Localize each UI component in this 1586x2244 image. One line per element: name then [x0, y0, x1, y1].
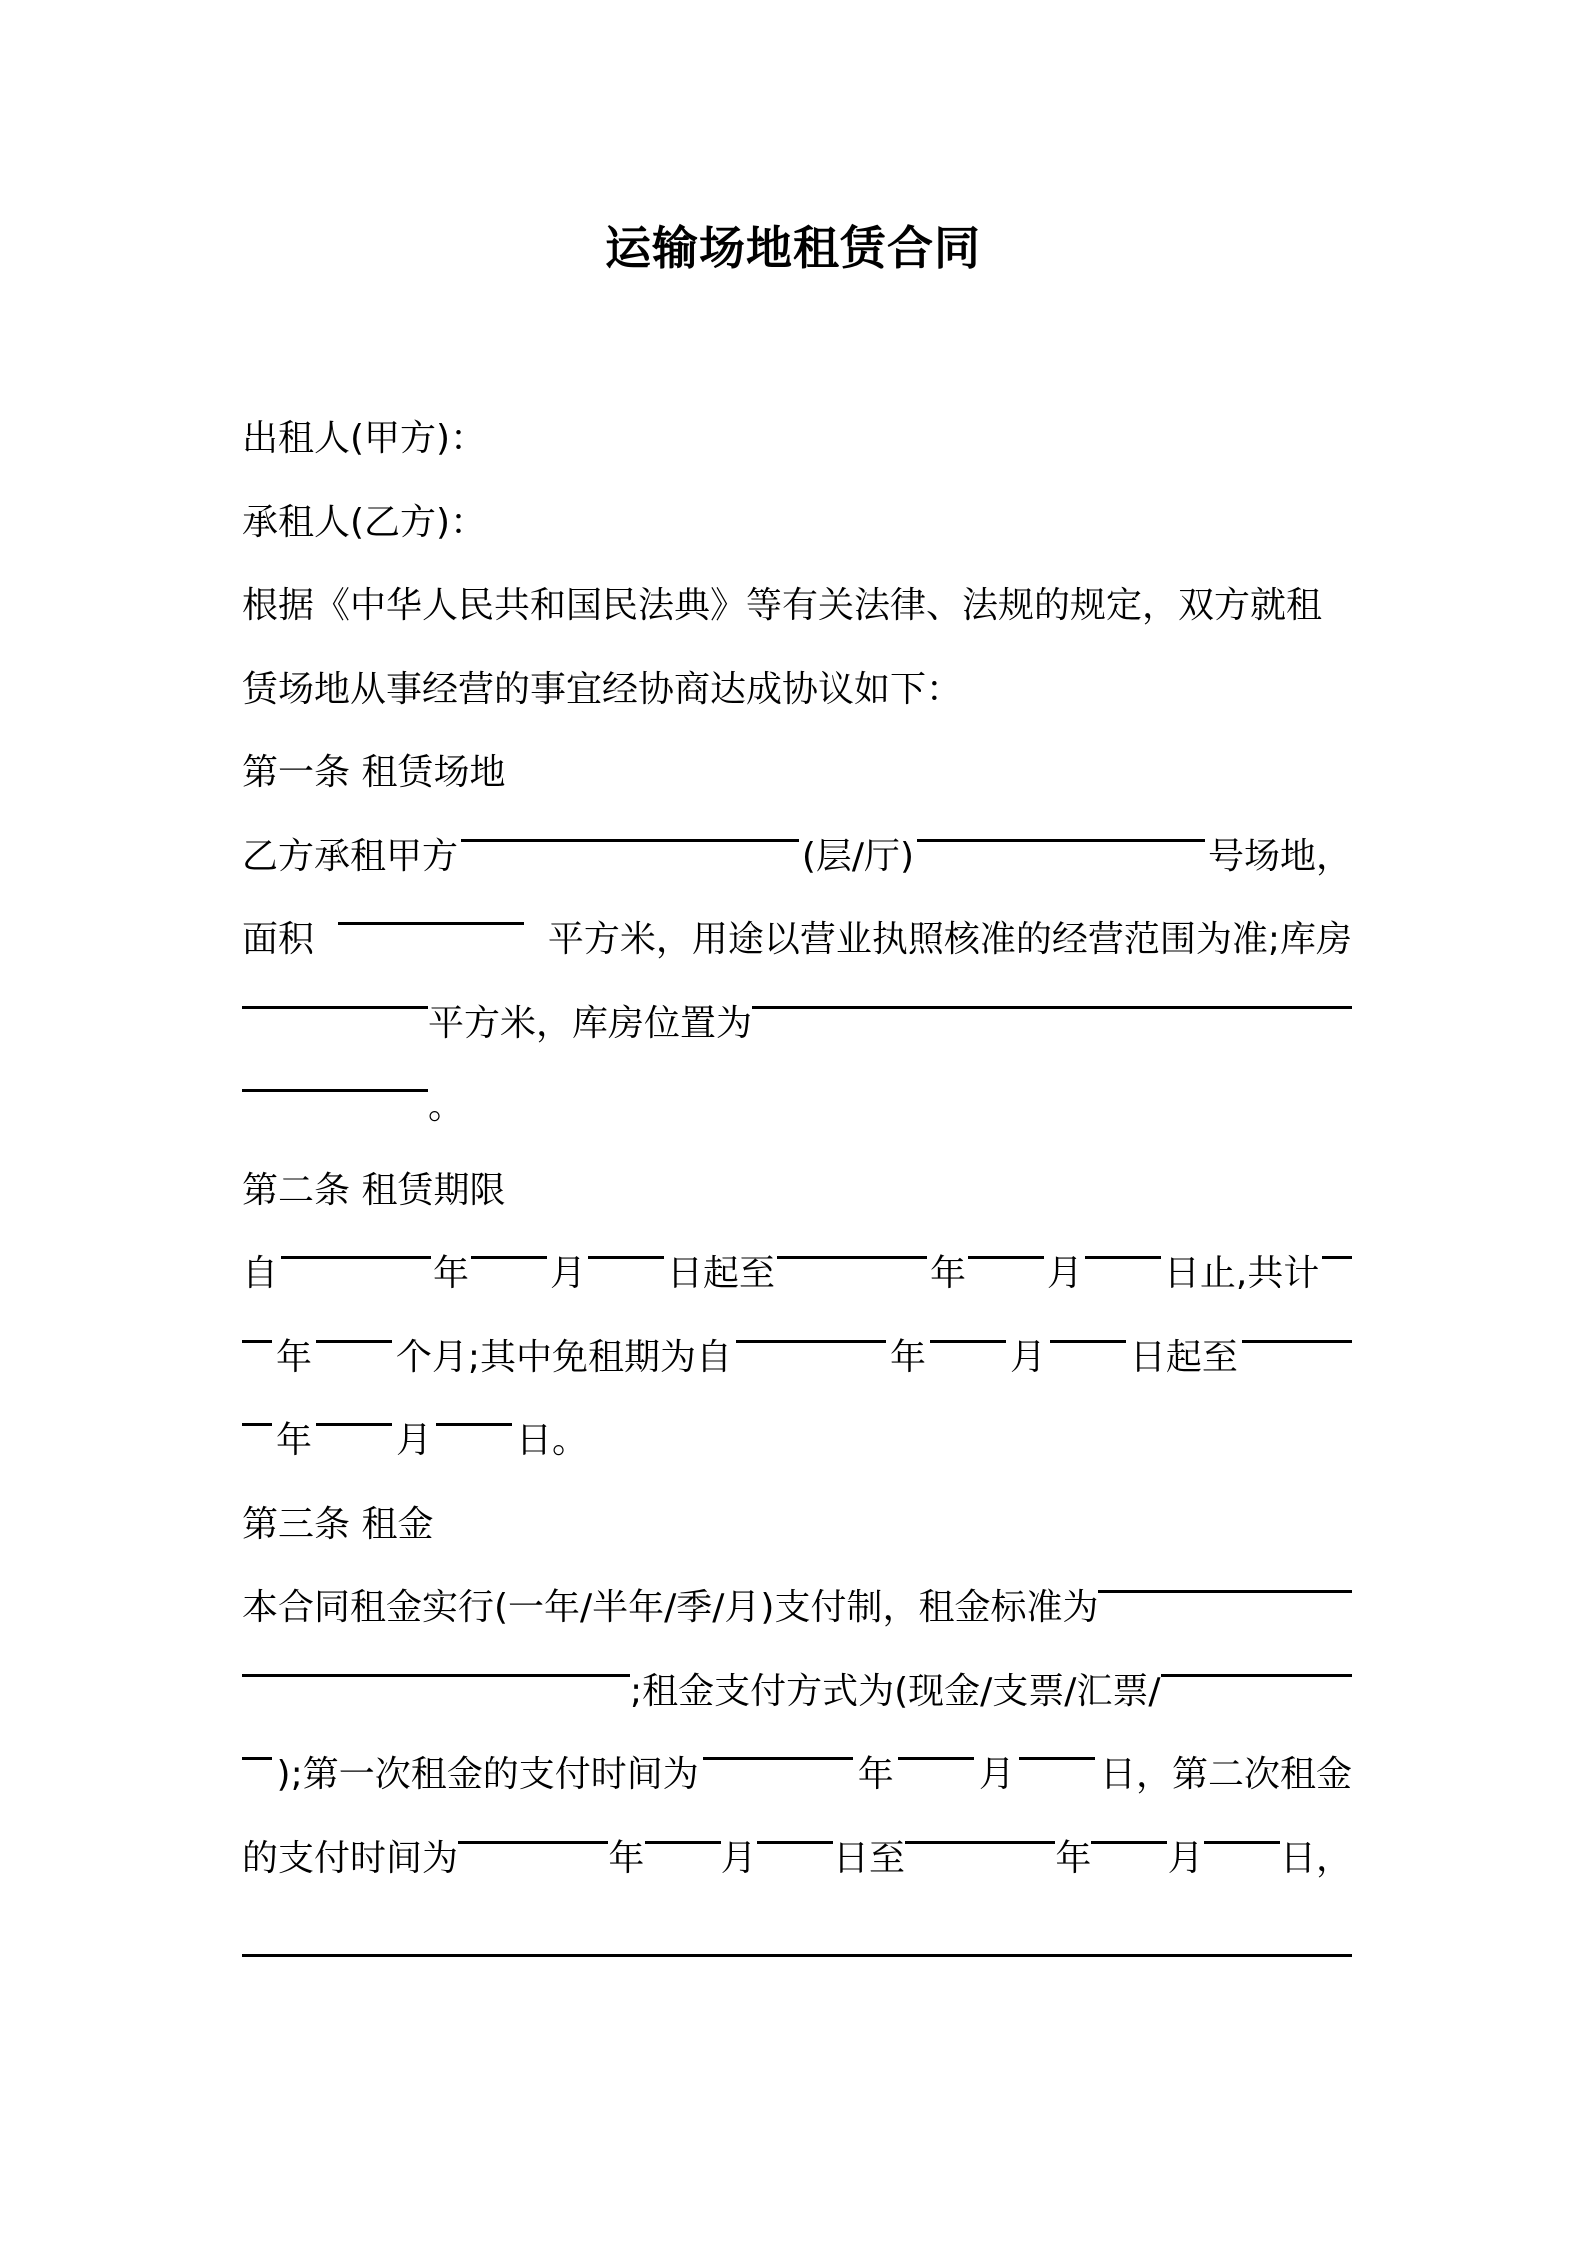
blank-field[interactable]: [242, 1751, 272, 1760]
text: 月: [1167, 1838, 1204, 1879]
text: 日，第二次租金: [1099, 1754, 1352, 1795]
blank-field[interactable]: [242, 1668, 630, 1677]
text: 日止,共计: [1163, 1253, 1320, 1294]
blank-field[interactable]: [905, 1835, 1055, 1844]
article-3-line-4: [242, 1835, 1352, 1883]
text: 个月;其中免租期为自: [395, 1337, 733, 1378]
blank-field[interactable]: [316, 1334, 392, 1343]
blank-field[interactable]: [736, 1334, 886, 1343]
text: 面积: [242, 919, 315, 960]
text: 月: [978, 1754, 1015, 1795]
text: 本合同租金实行(一年/半年/季/月)支付制，租金标准为: [242, 1587, 1099, 1628]
text: 日，: [1279, 1838, 1352, 1879]
preamble-line-1: 根据《中华人民共和国民法典》等有关法律、法规的规定，双方就租: [242, 585, 1323, 626]
blank-field[interactable]: [1242, 1334, 1352, 1343]
blank-field[interactable]: [1322, 1250, 1352, 1259]
text: 日起至: [666, 1253, 775, 1294]
blank-field[interactable]: [1085, 1250, 1161, 1259]
article-2-heading: 第二条 租赁期限: [242, 1170, 506, 1211]
blank-field[interactable]: [588, 1250, 664, 1259]
blank-field[interactable]: [968, 1250, 1044, 1259]
text: 平方米，用途以营业执照核准的经营范围为准;库房: [547, 919, 1352, 960]
text: 年: [1055, 1838, 1092, 1879]
article-1-heading: 第一条 租赁场地: [242, 752, 506, 793]
text: 自: [242, 1253, 279, 1294]
text: 日至: [832, 1838, 905, 1879]
blank-field[interactable]: [1019, 1751, 1095, 1760]
text: 年: [608, 1838, 645, 1879]
text: ;租金支付方式为(现金/支票/汇票/: [630, 1671, 1161, 1712]
blank-field[interactable]: [242, 1000, 428, 1009]
blank-field[interactable]: [242, 1334, 272, 1343]
text: 月: [720, 1838, 757, 1879]
text: 的支付时间为: [242, 1838, 459, 1879]
lessor-line: 出租人(甲方)：: [242, 418, 487, 459]
preamble-line-2: 赁场地从事经营的事宜经协商达成协议如下：: [242, 669, 963, 710]
blank-field[interactable]: [281, 1250, 431, 1259]
blank-field[interactable]: [436, 1417, 512, 1426]
article-3-heading: 第三条 租金: [242, 1504, 434, 1545]
text: 平方米，库房位置为: [428, 1003, 753, 1044]
article-1-line-2: [242, 916, 1352, 964]
text: 年: [857, 1754, 894, 1795]
document-title: 运输场地租赁合同: [605, 221, 981, 275]
text: (层/厅): [801, 836, 915, 877]
blank-field[interactable]: [777, 1250, 927, 1259]
blank-field[interactable]: [471, 1250, 547, 1259]
blank-field[interactable]: [461, 833, 799, 842]
blank-field[interactable]: [458, 1835, 608, 1844]
article-3-line-2: [242, 1668, 1352, 1716]
text: 号场地，: [1207, 836, 1352, 877]
article-1-line-4: [242, 1083, 1352, 1131]
article-2-line-2: [242, 1334, 1352, 1382]
text: 年: [275, 1337, 312, 1378]
blank-field[interactable]: [703, 1751, 853, 1760]
text: 日起至: [1129, 1337, 1238, 1378]
blank-field[interactable]: [752, 1000, 1352, 1009]
blank-field[interactable]: [242, 1954, 1352, 1957]
article-3-line-3: [242, 1751, 1352, 1799]
blank-field[interactable]: [917, 833, 1205, 842]
article-3-line-1: [242, 1584, 1352, 1632]
text: 年: [432, 1253, 469, 1294]
article-1-line-1: [242, 833, 1352, 881]
text: 。: [428, 1086, 465, 1127]
text: 年: [890, 1337, 927, 1378]
blank-field[interactable]: [898, 1751, 974, 1760]
text: 月: [396, 1420, 433, 1461]
text: );第一次租金的支付时间为: [276, 1754, 699, 1795]
blank-field[interactable]: [316, 1417, 392, 1426]
blank-field[interactable]: [1098, 1584, 1352, 1593]
blank-field[interactable]: [757, 1835, 833, 1844]
blank-field[interactable]: [930, 1334, 1006, 1343]
text: 年: [276, 1420, 313, 1461]
text: 乙方承租甲方: [242, 836, 459, 877]
blank-field[interactable]: [1050, 1334, 1126, 1343]
text: 月: [549, 1253, 586, 1294]
text: 月: [1009, 1337, 1046, 1378]
text: 年: [929, 1253, 966, 1294]
text: 日。: [516, 1420, 589, 1461]
blank-field[interactable]: [1091, 1835, 1167, 1844]
blank-field[interactable]: [1161, 1668, 1352, 1677]
blank-field[interactable]: [338, 916, 524, 925]
article-1-line-3: [242, 1000, 1352, 1048]
blank-field[interactable]: [1204, 1835, 1280, 1844]
article-2-line-3: [242, 1417, 1352, 1465]
blank-field[interactable]: [242, 1083, 428, 1092]
article-2-line-1: [242, 1250, 1352, 1298]
lessee-line: 承租人(乙方)：: [242, 502, 487, 543]
blank-field[interactable]: [242, 1417, 272, 1426]
text: 月: [1046, 1253, 1083, 1294]
blank-field[interactable]: [645, 1835, 721, 1844]
